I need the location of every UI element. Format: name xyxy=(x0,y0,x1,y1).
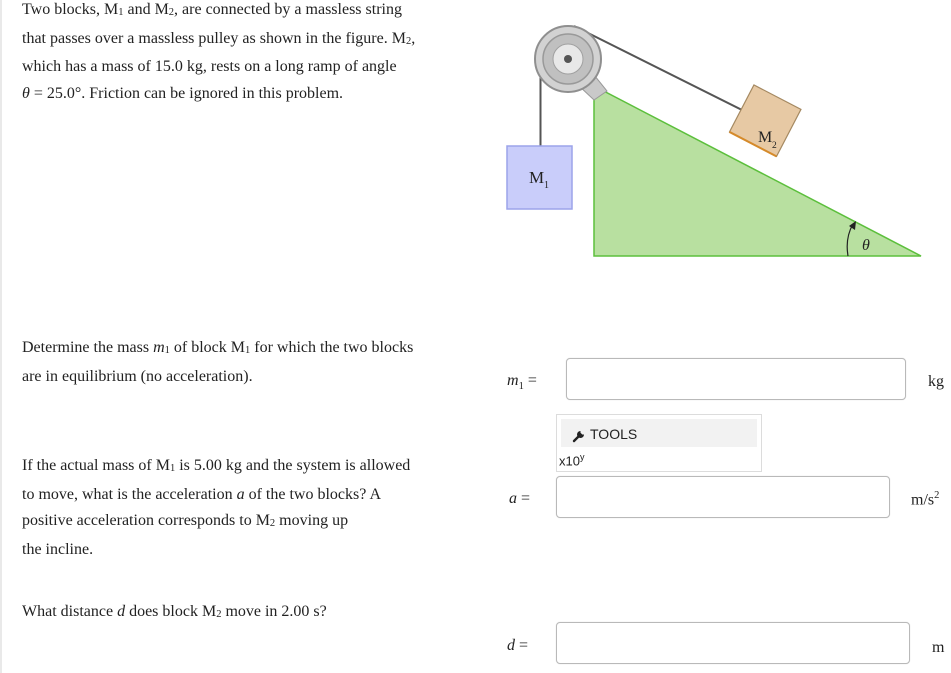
problem-intro: Two blocks, $M_1$ and $M_2$, are connected by a massless string that passes over a massless pulley as shown in the figure. $M_2$, which has a mass of 15.0 kg, rests on a long ramp of angle θ = 25.0°. Friction can be ignored in this problem. xyxy=(22,1,416,102)
svg-text:2: 2 xyxy=(772,141,777,151)
tools-panel[interactable] xyxy=(556,414,762,472)
pulley xyxy=(535,26,601,92)
m1-unit: kg xyxy=(928,373,944,390)
question-3-text: What distance d does block $M_2$ move in 2.00 s? xyxy=(22,603,327,620)
tools-label: TOOLS xyxy=(590,426,638,442)
d-unit: m xyxy=(932,639,945,656)
d-label: d = xyxy=(507,637,529,654)
m1-answer-input[interactable] xyxy=(566,358,906,400)
a-label: a = xyxy=(509,490,531,507)
svg-text:1: 1 xyxy=(544,180,549,191)
svg-text:θ: θ xyxy=(862,237,870,254)
question-1-text: Determine the mass $m_1$ of block $M_1$ for which the two blocks are in equilibrium (no acceleration). xyxy=(22,339,414,385)
wrench-icon xyxy=(572,429,586,443)
a-answer-input[interactable] xyxy=(556,476,890,518)
tools-button[interactable] xyxy=(561,419,757,447)
svg-text:M: M xyxy=(529,168,545,187)
m1-label: $m_1$ = xyxy=(507,372,537,393)
block-m1 xyxy=(507,146,572,209)
svg-text:M: M xyxy=(758,129,773,146)
question-2-text: If the actual mass of $M_1$ is 5.00 kg and the system is allowed to move, what is the acceleration a of the two blocks? A positive acceleration corresponds to $M_2$ moving up the incline. xyxy=(22,457,411,558)
a-unit: $m/s^2$ xyxy=(911,490,940,509)
d-answer-input[interactable] xyxy=(556,622,910,664)
scientific-notation-button[interactable]: x10$^y$ xyxy=(559,452,585,469)
